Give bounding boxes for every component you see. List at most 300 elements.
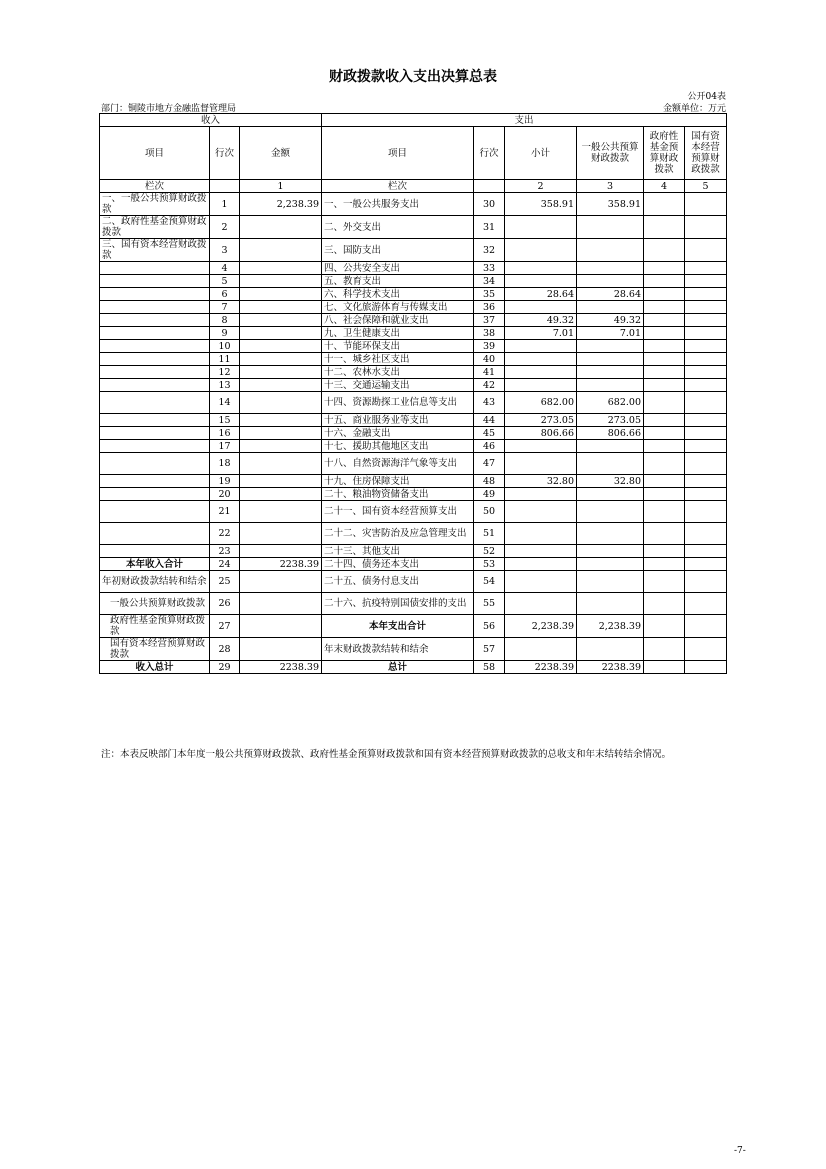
- general-budget-value: [577, 301, 644, 314]
- income-amount: 2238.39: [240, 558, 322, 571]
- income-row-no: 14: [210, 392, 240, 414]
- expense-row-no: 47: [474, 453, 505, 475]
- general-budget-value: [577, 545, 644, 558]
- income-row-no: 29: [210, 661, 240, 674]
- index-col-1: 1: [240, 180, 322, 193]
- subtotal-value: 32.80: [505, 475, 577, 488]
- income-amount: [240, 301, 322, 314]
- income-amount: [240, 615, 322, 638]
- capital-budget-value: [685, 453, 727, 475]
- table-row: [100, 501, 727, 523]
- income-row-no: 17: [210, 440, 240, 453]
- general-budget-value: [577, 523, 644, 545]
- expense-item: 十七、援助其他地区支出: [322, 440, 474, 453]
- expense-item: 二十二、灾害防治及应急管理支出: [322, 523, 474, 545]
- expense-row-no-header: 行次: [474, 127, 505, 180]
- expense-row-no: 54: [474, 571, 505, 593]
- table-row: [100, 193, 727, 216]
- general-budget-value: 7.01: [577, 327, 644, 340]
- table-row: [100, 275, 727, 288]
- income-item: [100, 314, 210, 327]
- income-amount: [240, 262, 322, 275]
- fund-budget-value: [644, 571, 685, 593]
- index-col-4: 4: [644, 180, 685, 193]
- expense-item: 七、文化旅游体育与传媒支出: [322, 301, 474, 314]
- expense-item: 二十五、债务付息支出: [322, 571, 474, 593]
- expense-item: 三、国防支出: [322, 239, 474, 262]
- index-label-left: 栏次: [100, 180, 210, 193]
- fund-budget-value: [644, 488, 685, 501]
- capital-budget-value: [685, 558, 727, 571]
- fund-budget-value: [644, 545, 685, 558]
- expense-row-no: 53: [474, 558, 505, 571]
- capital-budget-value: [685, 638, 727, 661]
- fund-budget-value: [644, 366, 685, 379]
- capital-budget-value: [685, 340, 727, 353]
- income-item: 三、国有资本经营财政拨款: [100, 239, 210, 262]
- expense-item: 十八、自然资源海洋气象等支出: [322, 453, 474, 475]
- expense-row-no: 55: [474, 593, 505, 615]
- income-item: 一、一般公共预算财政拨款: [100, 193, 210, 216]
- income-row-no: 7: [210, 301, 240, 314]
- expense-item: 十三、交通运输支出: [322, 379, 474, 392]
- unit-label: 金额单位：万元: [662, 104, 726, 114]
- income-item: [100, 275, 210, 288]
- income-amount: [240, 501, 322, 523]
- subtotal-value: 28.64: [505, 288, 577, 301]
- income-item: [100, 427, 210, 440]
- fund-budget-value: [644, 661, 685, 674]
- income-amount: [240, 453, 322, 475]
- subtotal-value: [505, 501, 577, 523]
- general-budget-value: [577, 558, 644, 571]
- expense-item: 八、社会保障和就业支出: [322, 314, 474, 327]
- income-amount: [240, 340, 322, 353]
- income-amount-header: 金额: [240, 127, 322, 180]
- subtotal-value: [505, 558, 577, 571]
- income-row-no: 28: [210, 638, 240, 661]
- income-amount: [240, 638, 322, 661]
- table-row: [100, 440, 727, 453]
- income-item: 二、政府性基金预算财政拨款: [100, 216, 210, 239]
- expense-row-no: 56: [474, 615, 505, 638]
- income-item: [100, 453, 210, 475]
- capital-budget-value: [685, 216, 727, 239]
- income-item: 年初财政拨款结转和结余: [100, 571, 210, 593]
- expense-row-no: 37: [474, 314, 505, 327]
- income-amount: [240, 353, 322, 366]
- income-row-no: 1: [210, 193, 240, 216]
- income-row-no: 3: [210, 239, 240, 262]
- index-col-2: 2: [505, 180, 577, 193]
- capital-budget-value: [685, 440, 727, 453]
- subtotal-value: [505, 571, 577, 593]
- subtotal-value: 806.66: [505, 427, 577, 440]
- fund-budget-value: [644, 501, 685, 523]
- table-code: 公开04表: [687, 92, 726, 102]
- income-item: [100, 392, 210, 414]
- table-row: [100, 216, 727, 239]
- fund-budget-value: [644, 558, 685, 571]
- expense-item: 十四、资源勘探工业信息等支出: [322, 392, 474, 414]
- expense-item: 十、节能环保支出: [322, 340, 474, 353]
- expense-header: 支出: [322, 114, 727, 127]
- income-item: 国有资本经营预算财政拨款: [100, 638, 210, 661]
- income-amount: [240, 392, 322, 414]
- income-row-no: 11: [210, 353, 240, 366]
- income-item: [100, 379, 210, 392]
- subtotal-value: [505, 523, 577, 545]
- fund-budget-value: [644, 523, 685, 545]
- income-amount: 2,238.39: [240, 193, 322, 216]
- table-row: [100, 475, 727, 488]
- subtotal-value: [505, 488, 577, 501]
- general-budget-value: 2,238.39: [577, 615, 644, 638]
- expense-row-no: 34: [474, 275, 505, 288]
- expense-row-no: 50: [474, 501, 505, 523]
- income-item: [100, 353, 210, 366]
- capital-budget-header: 国有资本经营预算财政拨款: [685, 127, 727, 180]
- expense-row-no: 39: [474, 340, 505, 353]
- index-blank: [210, 180, 240, 193]
- subtotal-value: [505, 440, 577, 453]
- general-budget-value: 49.32: [577, 314, 644, 327]
- table-row: [100, 414, 727, 427]
- table-row: [100, 545, 727, 558]
- expense-item: 十五、商业服务业等支出: [322, 414, 474, 427]
- fund-budget-value: [644, 327, 685, 340]
- capital-budget-value: [685, 427, 727, 440]
- table-row: [100, 239, 727, 262]
- income-row-no-header: 行次: [210, 127, 240, 180]
- general-budget-value: [577, 353, 644, 366]
- general-budget-value: 358.91: [577, 193, 644, 216]
- fund-budget-value: [644, 288, 685, 301]
- fund-budget-value: [644, 440, 685, 453]
- income-item: [100, 523, 210, 545]
- income-amount: 2238.39: [240, 661, 322, 674]
- expense-item: 五、教育支出: [322, 275, 474, 288]
- capital-budget-value: [685, 593, 727, 615]
- table-row: [100, 593, 727, 615]
- general-budget-value: [577, 501, 644, 523]
- table-row: [100, 301, 727, 314]
- general-budget-value: [577, 262, 644, 275]
- expense-item: 十九、住房保障支出: [322, 475, 474, 488]
- general-budget-header: 一般公共预算财政拨款: [577, 127, 644, 180]
- income-item: 本年收入合计: [100, 558, 210, 571]
- table-row: [100, 288, 727, 301]
- expense-item: 六、科学技术支出: [322, 288, 474, 301]
- fund-budget-value: [644, 379, 685, 392]
- fund-budget-value: [644, 301, 685, 314]
- expense-item: 二十三、其他支出: [322, 545, 474, 558]
- capital-budget-value: [685, 379, 727, 392]
- expense-item: 总计: [322, 661, 474, 674]
- general-budget-value: 28.64: [577, 288, 644, 301]
- general-budget-value: [577, 275, 644, 288]
- general-budget-value: [577, 571, 644, 593]
- income-row-no: 6: [210, 288, 240, 301]
- expense-row-no: 46: [474, 440, 505, 453]
- income-row-no: 2: [210, 216, 240, 239]
- income-row-no: 10: [210, 340, 240, 353]
- income-item: [100, 501, 210, 523]
- income-row-no: 5: [210, 275, 240, 288]
- expense-row-no: 40: [474, 353, 505, 366]
- income-header: 收入: [100, 114, 322, 127]
- income-amount: [240, 545, 322, 558]
- fund-budget-value: [644, 314, 685, 327]
- income-item: [100, 288, 210, 301]
- general-budget-value: 32.80: [577, 475, 644, 488]
- general-budget-value: [577, 379, 644, 392]
- general-budget-value: 682.00: [577, 392, 644, 414]
- general-budget-value: [577, 239, 644, 262]
- capital-budget-value: [685, 275, 727, 288]
- subtotal-value: [505, 638, 577, 661]
- subtotal-value: [505, 340, 577, 353]
- expense-item: 二、外交支出: [322, 216, 474, 239]
- department-label: 部门：铜陵市地方金融监督管理局: [101, 104, 237, 114]
- fund-budget-value: [644, 414, 685, 427]
- expense-row-no: 41: [474, 366, 505, 379]
- subtotal-value: [505, 275, 577, 288]
- income-amount: [240, 216, 322, 239]
- general-budget-value: [577, 488, 644, 501]
- capital-budget-value: [685, 488, 727, 501]
- income-item-header: 项目: [100, 127, 210, 180]
- index-label-right: 栏次: [322, 180, 474, 193]
- index-blank: [474, 180, 505, 193]
- expense-item: 二十六、抗疫特别国债安排的支出: [322, 593, 474, 615]
- income-item: 收入总计: [100, 661, 210, 674]
- subtotal-value: 273.05: [505, 414, 577, 427]
- general-budget-value: 273.05: [577, 414, 644, 427]
- expense-row-no: 52: [474, 545, 505, 558]
- expense-item: 十二、农林水支出: [322, 366, 474, 379]
- general-budget-value: [577, 440, 644, 453]
- income-row-no: 4: [210, 262, 240, 275]
- fund-budget-value: [644, 239, 685, 262]
- general-budget-value: 2238.39: [577, 661, 644, 674]
- fund-budget-value: [644, 392, 685, 414]
- expense-item: 九、卫生健康支出: [322, 327, 474, 340]
- capital-budget-value: [685, 571, 727, 593]
- subtotal-value: 2,238.39: [505, 615, 577, 638]
- general-budget-value: [577, 638, 644, 661]
- expense-row-no: 30: [474, 193, 505, 216]
- capital-budget-value: [685, 366, 727, 379]
- income-row-no: 20: [210, 488, 240, 501]
- fund-budget-value: [644, 453, 685, 475]
- income-amount: [240, 475, 322, 488]
- income-item: [100, 366, 210, 379]
- fund-budget-value: [644, 216, 685, 239]
- income-amount: [240, 366, 322, 379]
- subtotal-value: [505, 366, 577, 379]
- income-row-no: 9: [210, 327, 240, 340]
- expense-row-no: 35: [474, 288, 505, 301]
- income-row-no: 18: [210, 453, 240, 475]
- capital-budget-value: [685, 475, 727, 488]
- fund-budget-header: 政府性基金预算财政拨款: [644, 127, 685, 180]
- income-amount: [240, 523, 322, 545]
- expense-row-no: 57: [474, 638, 505, 661]
- income-row-no: 25: [210, 571, 240, 593]
- income-row-no: 27: [210, 615, 240, 638]
- subtotal-value: [505, 379, 577, 392]
- index-col-5: 5: [685, 180, 727, 193]
- expense-item: 四、公共安全支出: [322, 262, 474, 275]
- expense-item: 本年支出合计: [322, 615, 474, 638]
- expense-row-no: 58: [474, 661, 505, 674]
- table-row: [100, 366, 727, 379]
- table-row: [100, 661, 727, 674]
- expense-item: 十六、金融支出: [322, 427, 474, 440]
- income-row-no: 15: [210, 414, 240, 427]
- subtotal-value: [505, 262, 577, 275]
- table-row: [100, 353, 727, 366]
- capital-budget-value: [685, 288, 727, 301]
- table-row: [100, 488, 727, 501]
- fund-budget-value: [644, 353, 685, 366]
- general-budget-value: [577, 593, 644, 615]
- table-row: [100, 523, 727, 545]
- expense-row-no: 31: [474, 216, 505, 239]
- income-row-no: 23: [210, 545, 240, 558]
- expense-item: 二十四、债务还本支出: [322, 558, 474, 571]
- income-amount: [240, 427, 322, 440]
- income-item: [100, 475, 210, 488]
- capital-budget-value: [685, 239, 727, 262]
- expense-row-no: 43: [474, 392, 505, 414]
- income-item: [100, 301, 210, 314]
- subtotal-value: 2238.39: [505, 661, 577, 674]
- subtotal-value: 358.91: [505, 193, 577, 216]
- subtotal-value: 49.32: [505, 314, 577, 327]
- expense-item: 一、一般公共服务支出: [322, 193, 474, 216]
- general-budget-value: [577, 340, 644, 353]
- table-row: [100, 340, 727, 353]
- income-item: [100, 262, 210, 275]
- page-title: 财政拨款收入支出决算总表: [329, 69, 497, 85]
- fund-budget-value: [644, 475, 685, 488]
- subtotal-value: [505, 545, 577, 558]
- capital-budget-value: [685, 545, 727, 558]
- income-amount: [240, 314, 322, 327]
- income-item: 政府性基金预算财政拨款: [100, 615, 210, 638]
- expense-row-no: 48: [474, 475, 505, 488]
- income-row-no: 21: [210, 501, 240, 523]
- expense-row-no: 45: [474, 427, 505, 440]
- expense-row-no: 36: [474, 301, 505, 314]
- expense-item: 年末财政拨款结转和结余: [322, 638, 474, 661]
- fund-budget-value: [644, 593, 685, 615]
- budget-table: [99, 113, 727, 674]
- income-item: [100, 440, 210, 453]
- general-budget-value: [577, 453, 644, 475]
- income-row-no: 24: [210, 558, 240, 571]
- income-row-no: 19: [210, 475, 240, 488]
- capital-budget-value: [685, 523, 727, 545]
- table-row: [100, 558, 727, 571]
- expense-row-no: 42: [474, 379, 505, 392]
- income-amount: [240, 239, 322, 262]
- subtotal-value: 7.01: [505, 327, 577, 340]
- capital-budget-value: [685, 193, 727, 216]
- expense-row-no: 33: [474, 262, 505, 275]
- subtotal-value: [505, 593, 577, 615]
- fund-budget-value: [644, 615, 685, 638]
- capital-budget-value: [685, 615, 727, 638]
- income-row-no: 12: [210, 366, 240, 379]
- expense-row-no: 49: [474, 488, 505, 501]
- general-budget-value: [577, 366, 644, 379]
- expense-item: 二十、粮油物资储备支出: [322, 488, 474, 501]
- income-amount: [240, 440, 322, 453]
- income-amount: [240, 571, 322, 593]
- income-amount: [240, 593, 322, 615]
- general-budget-value: [577, 216, 644, 239]
- income-amount: [240, 275, 322, 288]
- expense-item: 十一、城乡社区支出: [322, 353, 474, 366]
- table-row: [100, 571, 727, 593]
- table-row: [100, 392, 727, 414]
- fund-budget-value: [644, 262, 685, 275]
- table-row: [100, 327, 727, 340]
- income-amount: [240, 379, 322, 392]
- income-amount: [240, 288, 322, 301]
- capital-budget-value: [685, 414, 727, 427]
- capital-budget-value: [685, 392, 727, 414]
- fund-budget-value: [644, 193, 685, 216]
- expense-row-no: 51: [474, 523, 505, 545]
- subtotal-value: [505, 453, 577, 475]
- expense-item-header: 项目: [322, 127, 474, 180]
- income-row-no: 16: [210, 427, 240, 440]
- subtotal-value: [505, 353, 577, 366]
- income-item: [100, 327, 210, 340]
- capital-budget-value: [685, 327, 727, 340]
- subtotal-value: [505, 216, 577, 239]
- table-row: [100, 262, 727, 275]
- income-item: [100, 545, 210, 558]
- expense-row-no: 38: [474, 327, 505, 340]
- income-amount: [240, 414, 322, 427]
- income-item: [100, 488, 210, 501]
- subtotal-header: 小计: [505, 127, 577, 180]
- income-item: [100, 340, 210, 353]
- income-row-no: 26: [210, 593, 240, 615]
- general-budget-value: 806.66: [577, 427, 644, 440]
- fund-budget-value: [644, 427, 685, 440]
- expense-row-no: 32: [474, 239, 505, 262]
- table-row: [100, 427, 727, 440]
- table-row: [100, 453, 727, 475]
- income-row-no: 8: [210, 314, 240, 327]
- income-item: 一般公共预算财政拨款: [100, 593, 210, 615]
- table-row: [100, 638, 727, 661]
- fund-budget-value: [644, 638, 685, 661]
- income-amount: [240, 488, 322, 501]
- capital-budget-value: [685, 262, 727, 275]
- table-row: [100, 314, 727, 327]
- income-item: [100, 414, 210, 427]
- footnote: 注：本表反映部门本年度一般公共预算财政拨款、政府性基金预算财政拨款和国有资本经营预算财政拨款的总收支和年末结转结余情况。: [101, 749, 672, 760]
- subtotal-value: [505, 239, 577, 262]
- subtotal-value: [505, 301, 577, 314]
